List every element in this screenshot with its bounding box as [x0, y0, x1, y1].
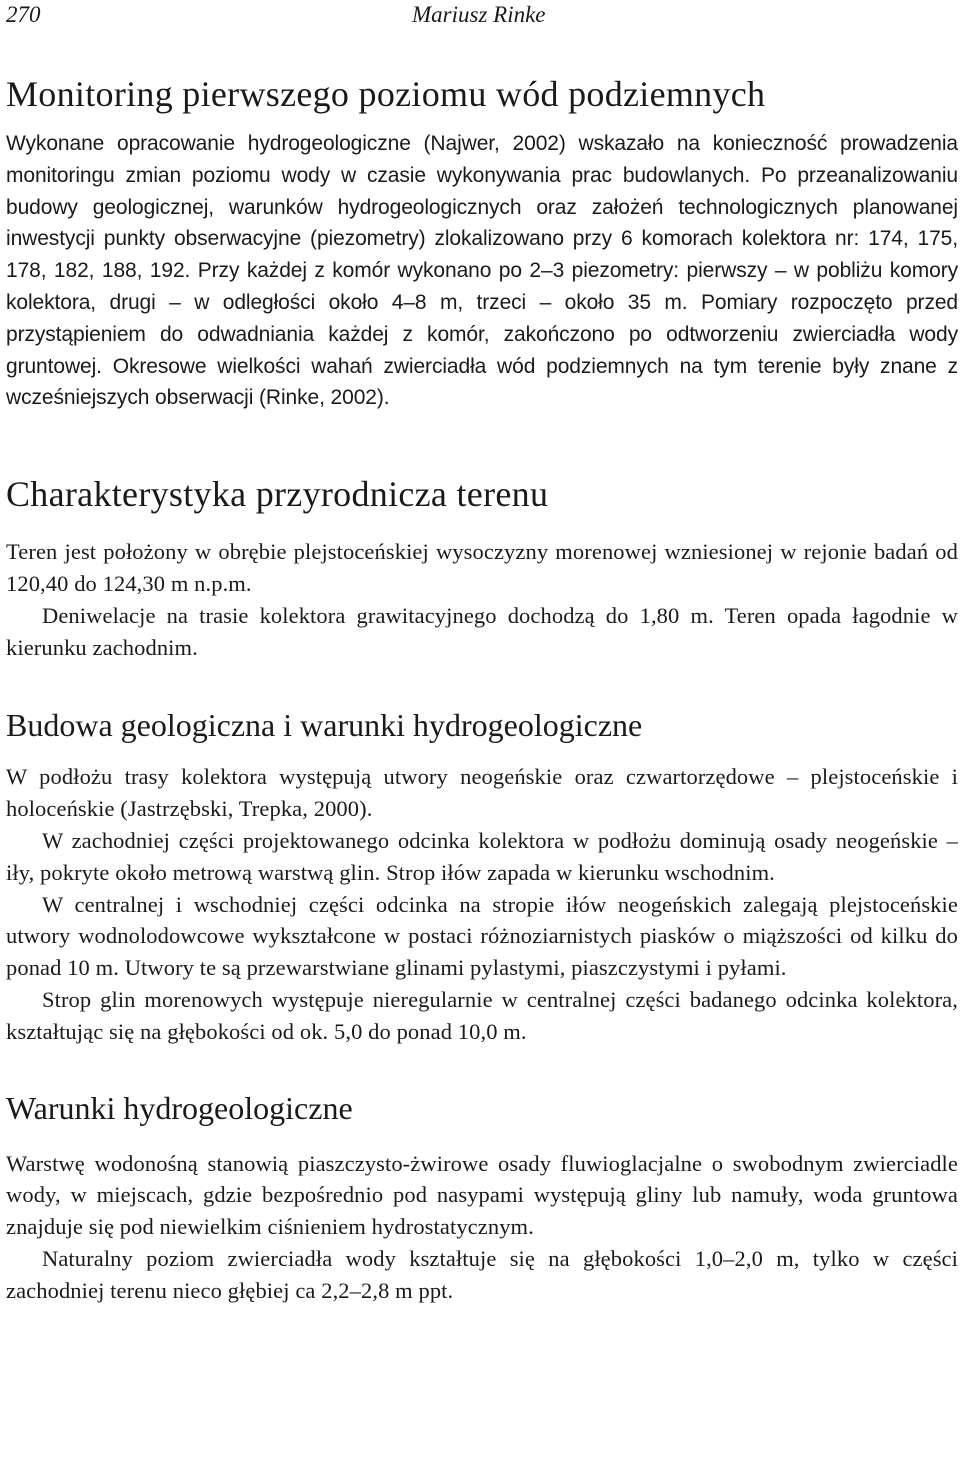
paragraph-budowa-3: W centralnej i wschodniej części odcinka na stropie iłów neogeńskich zalegają plejstoceńskie utwory wodnolodowcowe wykształcone w postaci różnoziarnistych piasków o miąższości od kilku do ponad 10 m. Utwory te są przewarstwiane glinami pylastymi, piaszczystymi i pyłami. — [6, 891, 958, 981]
document-page — [6, 0, 958, 1307]
running-header — [6, 0, 958, 30]
section-body-warunki — [6, 1148, 958, 1307]
paragraph-charakterystyka-1: Teren jest położony w obrębie plejstoceńskiej wysoczyzny morenowej wzniesionej w rejonie badań od 120,40 do 124,30 m n.p.m. — [6, 539, 958, 596]
section-body-charakterystyka — [6, 536, 958, 663]
paragraph-warunki-2: Naturalny poziom zwierciadła wody kształtuje się na głębokości 1,0–2,0 m, tylko w części zachodniej terenu nieco głębiej ca 2,2–2,8 m ppt. — [6, 1245, 958, 1303]
section-heading-warunki: Warunki hydrogeologiczne — [6, 1089, 353, 1126]
page-number: 270 — [6, 2, 41, 27]
section-heading-monitoring: Monitoring pierwszego poziomu wód podziemnych — [6, 74, 766, 114]
paragraph-budowa-2: W zachodniej części projektowanego odcinka kolektora w podłożu dominują osady neogeńskie – iły, pokryte około metrową warstwą glin. Strop iłów zapada w kierunku wschodnim. — [6, 827, 958, 885]
paragraph-budowa-4: Strop glin morenowych występuje nieregularnie w centralnej części badanego odcinka kolektora, kształtując się na głębokości od ok. 5,0 do ponad 10,0 m. — [6, 986, 958, 1044]
section-heading-charakterystyka: Charakterystyka przyrodnicza terenu — [6, 474, 549, 515]
paragraph-budowa-1: W podłożu trasy kolektora występują utwory neogeńskie oraz czwartorzędowe – plejstoceńskie i holoceńskie (Jastrzębski, Trepka, 2000). — [6, 764, 958, 822]
section-heading-budowa: Budowa geologiczna i warunki hydrogeologiczne — [6, 707, 643, 744]
paragraph-warunki-1: Warstwę wodonośną stanowią piaszczysto-żwirowe osady fluwioglacjalne o swobodnym zwierciadle wody, w miejscach, gdzie bezpośrednio pod nasypami występują gliny lub namuły, woda gruntowa znajduje się pod niewielkim ciśnieniem hydrostatycznym. — [6, 1150, 958, 1240]
section-body-monitoring — [6, 128, 958, 414]
paragraph-charakterystyka-2: Deniwelacje na trasie kolektora grawitacyjnego dochodzą do 1,80 m. Teren opada łagodnie w kierunku zachodnim. — [6, 602, 958, 660]
section-body-budowa — [6, 761, 958, 1047]
running-header-author: Mariusz Rinke — [412, 2, 546, 27]
paragraph-monitoring: Wykonane opracowanie hydrogeologiczne (Najwer, 2002) wskazało na konieczność prowadzenia monitoringu zmian poziomu wody w czasie wykonywania prac budowlanych. Po przeanalizowaniu budowy geologicznej, warunków hydrogeologicznych oraz założeń technologicznych planowanej inwestycji punkty obserwacyjne (piezometry) zlokalizowano przy 6 komorach kolektora nr: 174, 175, 178, 182, 188, 192. Przy każdej z komór wykonano po 2–3 piezometry: pierwszy – w pobliżu komory kolektora, drugi – w odległości około 4–8 m, trzeci – około 35 m. Pomiary rozpoczęto przed przystąpieniem do odwadniania każdej z komór, zakończono po odtworzeniu zwierciadła wody gruntowej. Okresowe wielkości wahań zwierciadła wód podziemnych na tym terenie były znane z wcześniejszych obserwacji (Rinke, 2002). — [6, 132, 958, 410]
